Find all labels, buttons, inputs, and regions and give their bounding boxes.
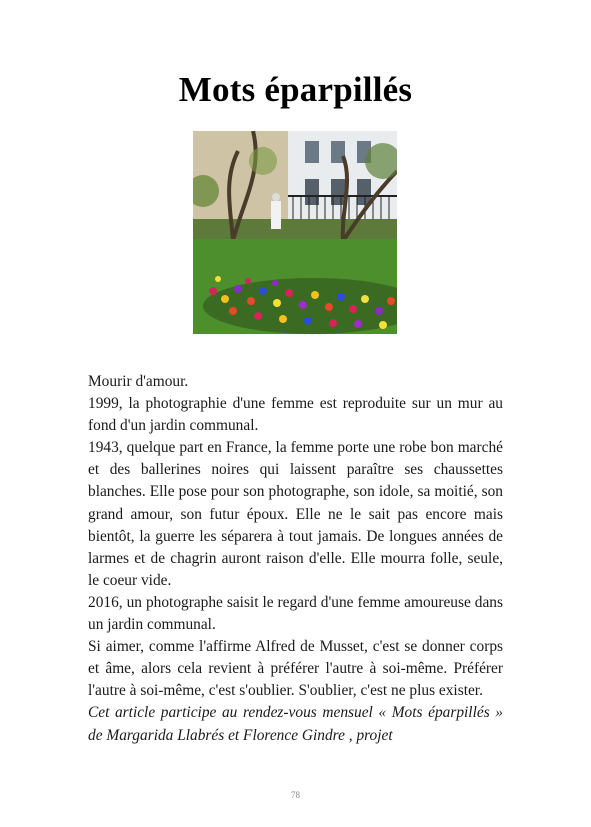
paragraph-1: Mourir d'amour.: [88, 373, 189, 390]
page-title: Mots éparpillés: [178, 70, 413, 109]
garden-photo: [193, 131, 397, 334]
paragraph-5: Si aimer, comme l'affirme Alfred de Musset, c'est se donner corps et âme, alors cela revient à préférer l'autre à soi-même. Préférer l'autre à soi-même, c'est s'oublier. S'oublier, c'est ne plus exister.: [88, 638, 503, 700]
article-body: [88, 371, 503, 747]
italic-note: Cet article participe au rendez-vous mensuel « Mots éparpillés » de Margarida Llabrés et Florence Gindre , projet: [88, 704, 503, 744]
paragraph-4: 2016, un photographe saisit le regard d'une femme amoureuse dans un jardin communal.: [88, 593, 503, 634]
paragraph-2: 1999, la photographie d'une femme est reproduite sur un mur au fond d'un jardin communal.: [88, 395, 503, 435]
paragraph-3: 1943, quelque part en France, la femme porte une robe bon marché et des ballerines noires qui laissent paraître ses chaussettes blanches. Elle pose pour son photographe, son idole, sa moitié, son grand amour, son futur époux. Elle ne le sait pas encore mais bientôt, la guerre les séparera à tout jamais. De longues années de larmes et de chagrin auront raison d'elle. Elle mourra folle, seule, le coeur vide.: [88, 439, 503, 589]
page-number: 78: [291, 790, 300, 800]
